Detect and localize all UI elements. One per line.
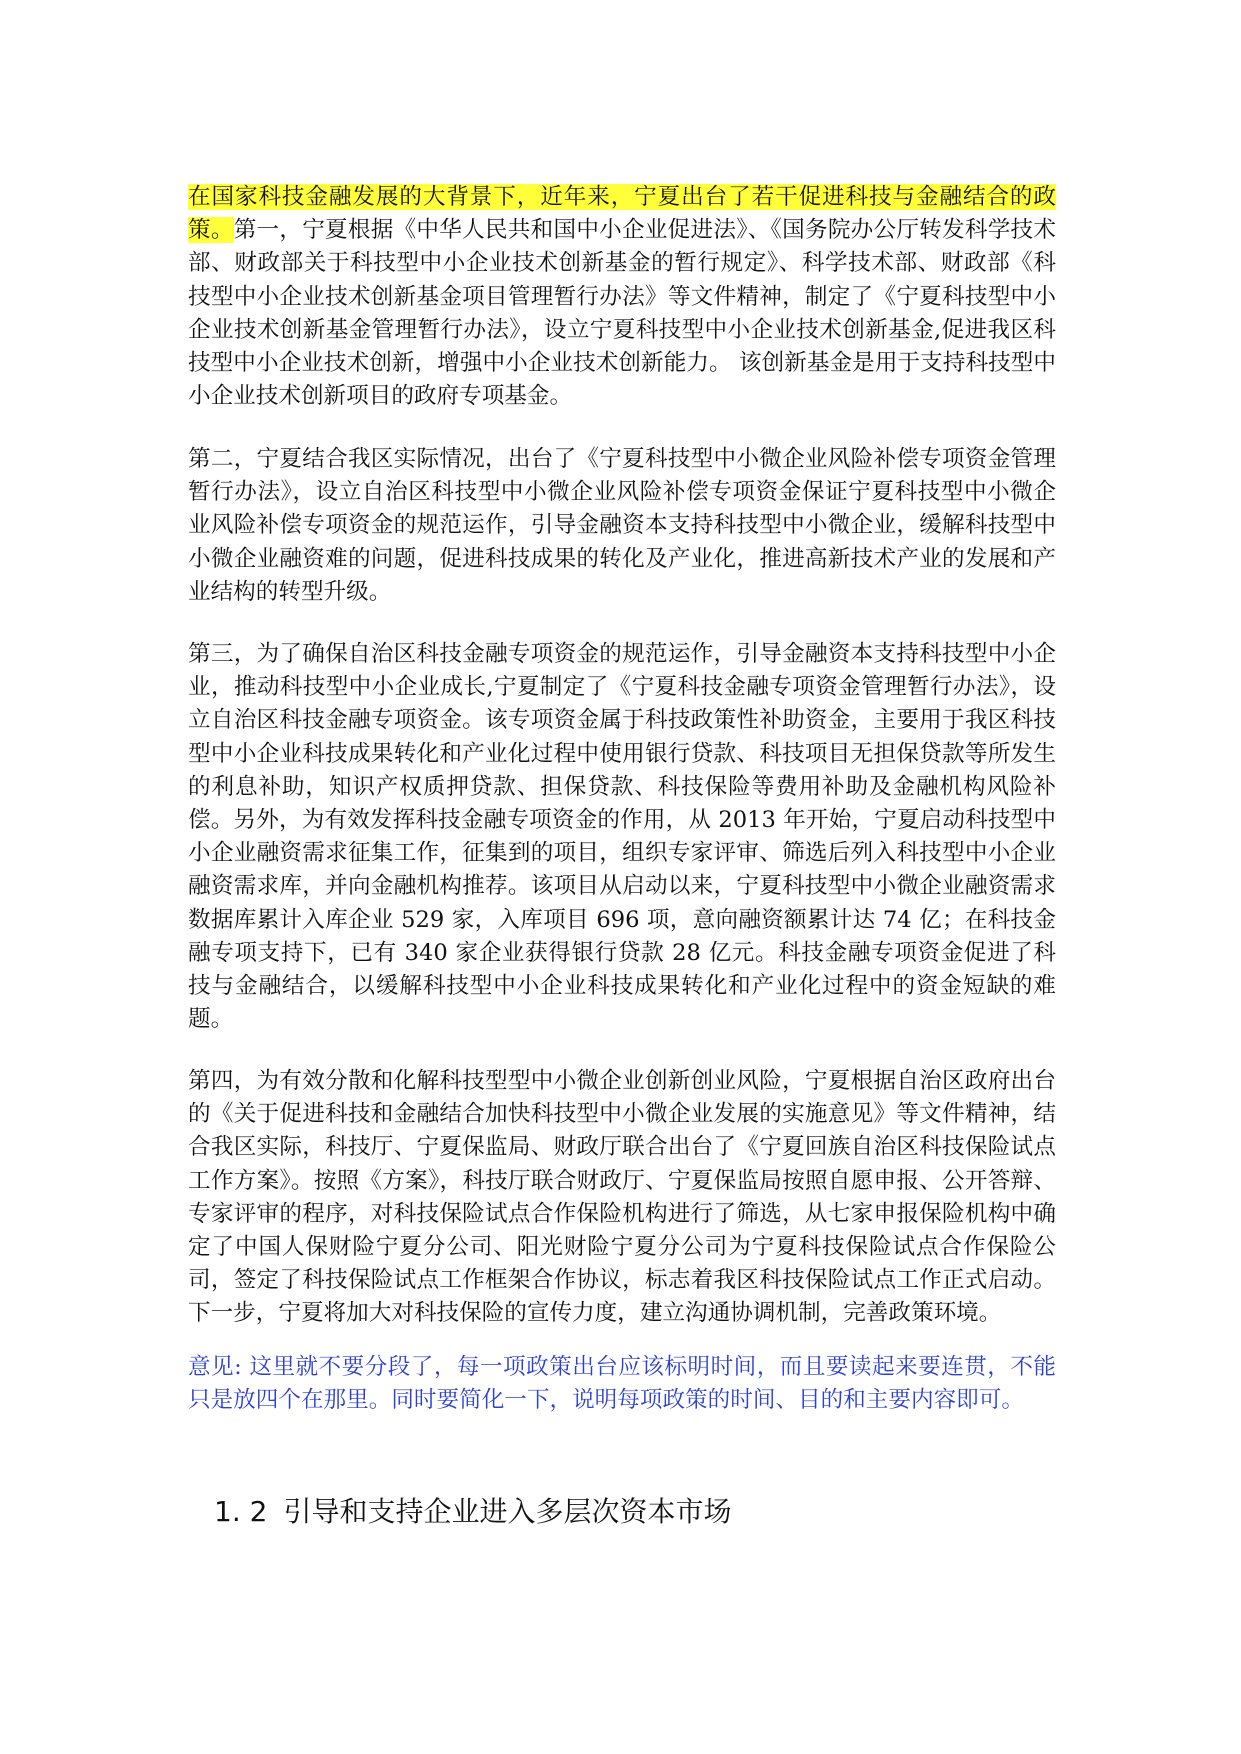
paragraph-third-policy: 第三，为了确保自治区科技金融专项资金的规范运作，引导金融资本支持科技型中小企业，推动科技型中小企业成长,宁夏制定了《宁夏科技金融专项资金管理暂行办法》，设立自治区科技金融专项资金。该专项资金属于科技政策性补助资金，主要用于我区科技型中小企业科技成果转化和产业化过程中使用银行贷款、科技项目无担保贷款等所发生的利息补助，知识产权质押贷款、担保贷款、科技保险等费用补助及金融机构风险补偿。另外，为有效发挥科技金融专项资金的作用，从 2013 年开始，宁夏启动科技型中小企业融资需求征集工作，征集到的项目，组织专家评审、筛选后列入科技型中小企业融资需求库，并向金融机构推荐。该项目从启动以来，宁夏科技型中小微企业融资需求数据库累计入库企业 529 家，入库项目 696 项，意向融资额累计达 74 亿；在科技金融专项支持下，已有 340 家企业获得银行贷款 28 亿元。科技金融专项资金促进了科技与金融结合，以缓解科技型中小企业科技成果转化和产业化过程中的资金短缺的难题。 [188, 641, 1056, 1033]
highlighted-sentence: 在国家科技金融发展的大背景下，近年来，宁夏出台了若干促进科技与金融结合的政策。 [188, 184, 1056, 244]
paragraph-first-policy-text: 第一，宁夏根据《中华人民共和国中小企业促进法》、《国务院办公厅转发科学技术部、财政部关于科技型中小企业技术创新基金的暂行规定》、科学技术部、财政部《科技型中小企业技术创新基金项目管理暂行办法》等文件精神，制定了《宁夏科技型中小企业技术创新基金管理暂行办法》，设立宁夏科技型中小企业技术创新基金,促进我区科技型中小企业技术创新，增强中小企业技术创新能力。 该创新基金是用于支持科技型中小企业技术创新项目的政府专项基金。 [188, 217, 1056, 410]
paragraph-second-policy: 第二，宁夏结合我区实际情况，出台了《宁夏科技型中小微企业风险补偿专项资金管理暂行办法》，设立自治区科技型中小微企业风险补偿专项资金保证宁夏科技型中小微企业风险补偿专项资金的规范运作，引导金融资本支持科技型中小微企业，缓解科技型中小微企业融资难的问题，促进科技成果的转化及产业化，推进高新技术产业的发展和产业结构的转型升级。 [188, 446, 1056, 605]
section-number: 1. 2 [214, 1495, 268, 1528]
review-comment: 意见: 这里就不要分段了，每一项政策出台应该标明时间，而且要读起来要连贯，不能只是放四个在那里。同时要简化一下，说明每项政策的时间、目的和主要内容即可。 [188, 1354, 1056, 1414]
paragraph-first-policy [188, 181, 1056, 413]
section-heading [214, 1492, 731, 1532]
section-title: 引导和支持企业进入多层次资本市场 [283, 1495, 732, 1528]
paragraph-fourth-policy: 第四，为有效分散和化解科技型型中小微企业创新创业风险，宁夏根据自治区政府出台的《关于促进科技和金融结合加快科技型中小微企业发展的实施意见》等文件精神，结合我区实际，科技厅、宁夏保监局、财政厅联合出台了《宁夏回族自治区科技保险试点工作方案》。按照《方案》，科技厅联合财政厅、宁夏保监局按照自愿申报、公开答辩、专家评审的程序，对科技保险试点合作保险机构进行了筛选，从七家申报保险机构中确定了中国人保财险宁夏分公司、阳光财险宁夏分公司为宁夏科技保险试点合作保险公司，签定了科技保险试点工作框架合作协议，标志着我区科技保险试点工作正式启动。下一步，宁夏将加大对科技保险的宣传力度，建立沟通协调机制，完善政策环境。 [188, 1068, 1056, 1327]
